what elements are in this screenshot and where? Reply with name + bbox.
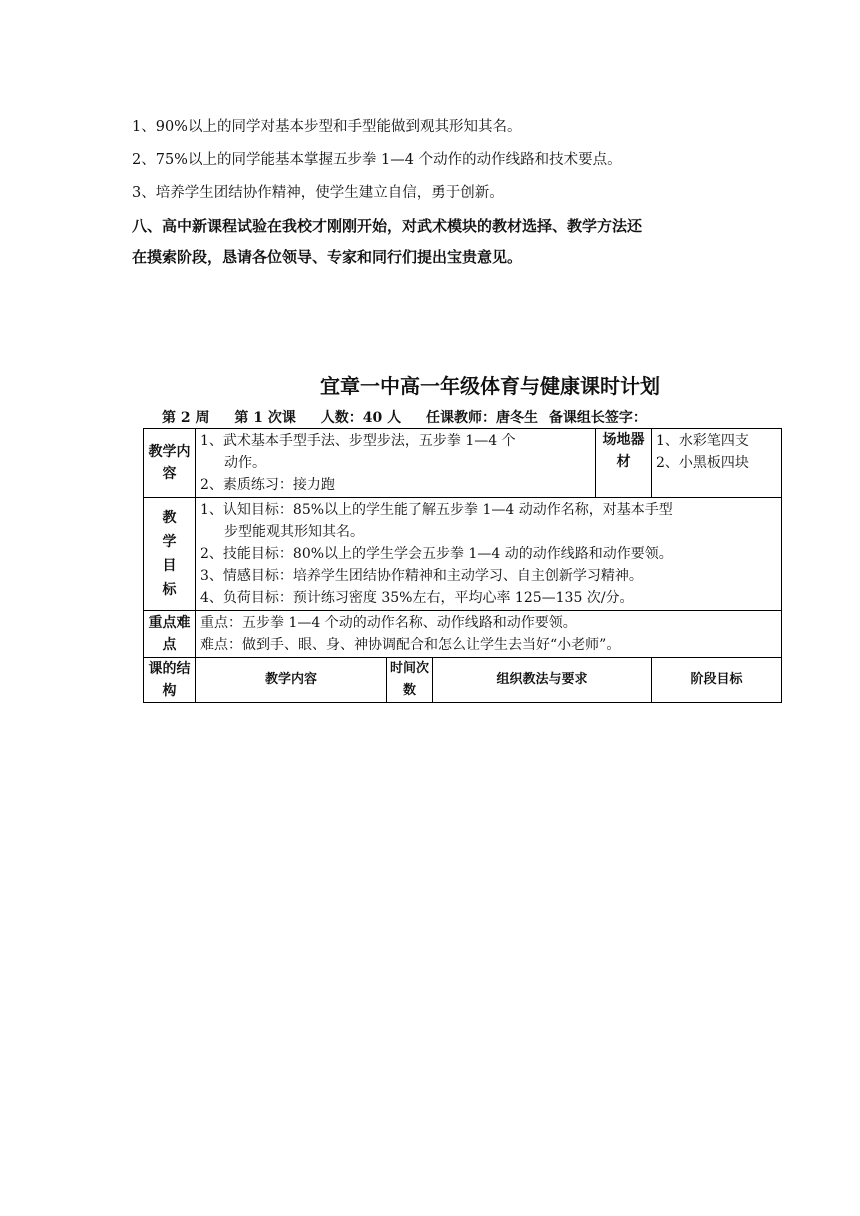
intro-line-1: 1、90%以上的同学对基本步型和手型能做到观其形知其名。 — [132, 119, 522, 135]
key-cell — [196, 611, 782, 658]
goals-header: 教学目标 — [144, 498, 196, 611]
key-header: 重点难点 — [144, 611, 196, 658]
content-line: 2、素质练习：接力跑 — [200, 477, 335, 493]
lesson-label: 第 1 次课 — [234, 410, 296, 426]
goal-line: 步型能观其形知其名。 — [224, 524, 364, 540]
structure-header: 课的结构 — [144, 658, 196, 703]
col-content-header: 教学内容 — [196, 658, 387, 703]
goals-cell — [196, 498, 782, 611]
structure-row — [144, 658, 782, 703]
goal-line: 1、认知目标：85%以上的学生能了解五步拳 1—4 动动作名称，对基本手型 — [200, 502, 673, 518]
count-label: 人数：40 人 — [320, 410, 402, 426]
goal-line: 4、负荷目标：预计练习密度 35%左右，平均心率 125—135 次/分。 — [200, 590, 634, 606]
plan-info-row — [162, 407, 647, 427]
content-cell — [196, 429, 596, 498]
key-line: 难点：做到手、眼、身、神协调配合和怎么让学生去当好“小老师”。 — [200, 637, 621, 653]
teacher-label: 任课教师：唐冬生 — [425, 410, 538, 426]
section8-line-2: 在摸索阶段，恳请各位领导、专家和同行们提出宝贵意见。 — [132, 248, 523, 266]
venue-header: 场地器材 — [596, 429, 652, 498]
col-time-header: 时间次数 — [387, 658, 433, 703]
key-line: 重点：五步拳 1—4 个动的动作名称、动作线路和动作要领。 — [200, 615, 577, 631]
section8-line-1: 八、高中新课程试验在我校才刚刚开始，对武术模块的教材选择、教学方法还 — [132, 217, 643, 235]
content-line: 1、武术基本手型手法、步型步法，五步拳 1—4 个 — [200, 433, 516, 449]
col-method-header: 组织教法与要求 — [433, 658, 652, 703]
intro-line-2: 2、75%以上的同学能基本掌握五步拳 1—4 个动作的动作线路和技术要点。 — [132, 152, 622, 168]
venue-line: 1、水彩笔四支 — [656, 433, 749, 449]
goals-row — [144, 498, 782, 611]
lesson-plan-table — [143, 428, 782, 703]
key-row — [144, 611, 782, 658]
goal-line: 2、技能目标：80%以上的学生学会五步拳 1—4 动的动作线路和动作要领。 — [200, 546, 673, 562]
venue-cell — [652, 429, 782, 498]
goal-line: 3、情感目标：培养学生团结协作精神和主动学习、自主创新学习精神。 — [200, 568, 643, 584]
content-header: 教学内容 — [144, 429, 196, 498]
intro-line-3: 3、培养学生团结协作精神，使学生建立自信，勇于创新。 — [132, 185, 504, 201]
content-row — [144, 429, 782, 498]
sign-label: 备课组长签字： — [548, 410, 647, 426]
plan-title: 宜章一中高一年级体育与健康课时计划 — [320, 374, 660, 398]
venue-line: 2、小黑板四块 — [656, 455, 749, 471]
week-label: 第 2 周 — [162, 410, 210, 426]
content-line: 动作。 — [224, 455, 266, 471]
col-goal-header: 阶段目标 — [652, 658, 782, 703]
